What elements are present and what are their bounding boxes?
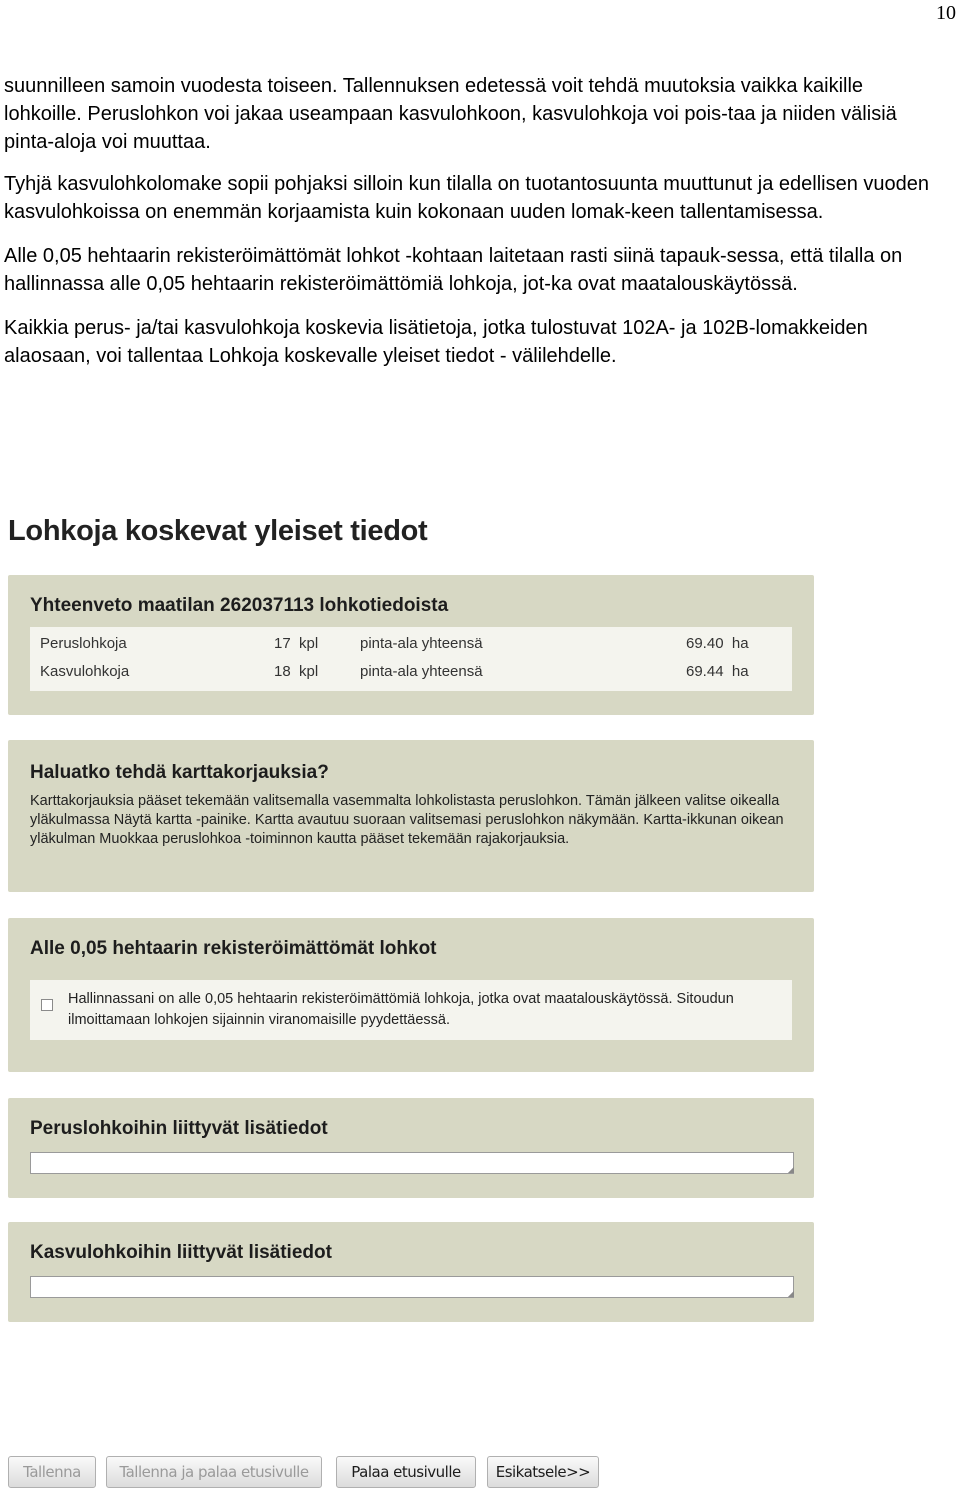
count-value: 17 [274, 635, 291, 652]
paragraph: Alle 0,05 hehtaarin rekisteröimättömät lohkot -kohtaan laitetaan rasti siinä tapauk-sessa, että tilalla on hallinnassa alle 0,05 hehtaarin rekisteröimättömiä lohkoja, jot-ka ovat maatalouskäytössä. [4, 245, 903, 295]
save-button[interactable]: Tallenna [8, 1456, 96, 1488]
paragraph: Tyhjä kasvulohkolomake sopii pohjaksi silloin kun tilalla on tuotantosuunta muuttunut ja edellisen vuoden kasvulohkoissa on enemmän korjaamista kuin kokonaan uuden lomak-keen tallentamisessa. [4, 173, 930, 223]
unregistered-title: Alle 0,05 hehtaarin rekisteröimättömät lohkot [30, 938, 437, 959]
return-button[interactable]: Palaa etusivulle [336, 1456, 476, 1488]
map-fix-panel [8, 740, 814, 892]
summary-row [40, 663, 780, 689]
unregistered-checkbox-area [30, 980, 792, 1040]
document-text [4, 72, 934, 386]
area-unit: ha [731, 635, 749, 652]
summary-panel [8, 575, 814, 715]
unregistered-panel [8, 918, 814, 1072]
preview-button[interactable]: Esikatsele>> [487, 1456, 599, 1488]
count-unit: kpl [299, 635, 319, 652]
row-area [686, 663, 749, 680]
map-fix-text: Karttakorjauksia pääset tekemään valitsemalla vasemmalta lohkolistasta peruslohkon. Tämän jälkeen valitse oikealla yläkulmassa Näytä kartta -painike. Kartta avautuu suoraan valitsemasi peruslohkon näkymään. Kartta-ikkunan oikean yläkulman Muokkaa peruslohkoa -toiminnon kautta pääset tekemään rajakorjauksia. [30, 793, 784, 847]
paragraph: suunnilleen samoin vuodesta toiseen. Tallennuksen edetessä voit tehdä muutoksia vaikka kaikille lohkoille. Peruslohkon voi jakaa useampaan kasvulohkoon, kasvulohkoja voi pois-taa ja niiden välisiä pinta-aloja voi muuttaa. [4, 75, 897, 153]
row-area-label: pinta-ala yhteensä [360, 663, 483, 680]
growth-info-textarea[interactable] [30, 1276, 794, 1298]
count-value: 18 [274, 663, 291, 680]
base-info-panel [8, 1098, 814, 1198]
area-value: 69.44 [686, 663, 724, 680]
map-fix-title: Haluatko tehdä karttakorjauksia? [30, 762, 329, 783]
row-count [274, 663, 318, 680]
summary-table [30, 627, 792, 691]
resize-handle-icon[interactable]: ◢ [787, 1165, 794, 1174]
growth-info-panel [8, 1222, 814, 1322]
row-label: Peruslohkoja [40, 635, 127, 652]
summary-title: Yhteenveto maatilan 262037113 lohkotiedoista [30, 595, 449, 616]
growth-info-title: Kasvulohkoihin liittyvät lisätiedot [30, 1242, 332, 1263]
page-number: 10 [936, 2, 956, 24]
paragraph: Kaikkia perus- ja/tai kasvulohkoja koskevia lisätietoja, jotka tulostuvat 102A- ja 102B-lomakkeiden alaosaan, voi tallentaa Lohkoja koskevalle yleiset tiedot - välilehdelle. [4, 317, 868, 367]
row-count [274, 635, 318, 652]
row-label: Kasvulohkoja [40, 663, 130, 680]
summary-row [40, 635, 780, 661]
row-area-label: pinta-ala yhteensä [360, 635, 483, 652]
base-info-textarea[interactable] [30, 1152, 794, 1174]
area-value: 69.40 [686, 635, 724, 652]
checkbox-label: Hallinnassani on alle 0,05 hehtaarin rekisteröimättömiä lohkoja, jotka ovat maatalouskäytössä. Sitoudun ilmoittamaan lohkojen sijainnin viranomaisille pyydettäessä. [68, 991, 734, 1028]
area-unit: ha [731, 663, 749, 680]
save-and-return-button[interactable]: Tallenna ja palaa etusivulle [106, 1456, 322, 1488]
unregistered-checkbox[interactable] [41, 999, 53, 1011]
count-unit: kpl [299, 663, 319, 680]
resize-handle-icon[interactable]: ◢ [787, 1289, 794, 1298]
base-info-title: Peruslohkoihin liittyvät lisätiedot [30, 1118, 328, 1139]
row-area [686, 635, 749, 652]
screenshot-heading: Lohkoja koskevat yleiset tiedot [8, 515, 428, 547]
